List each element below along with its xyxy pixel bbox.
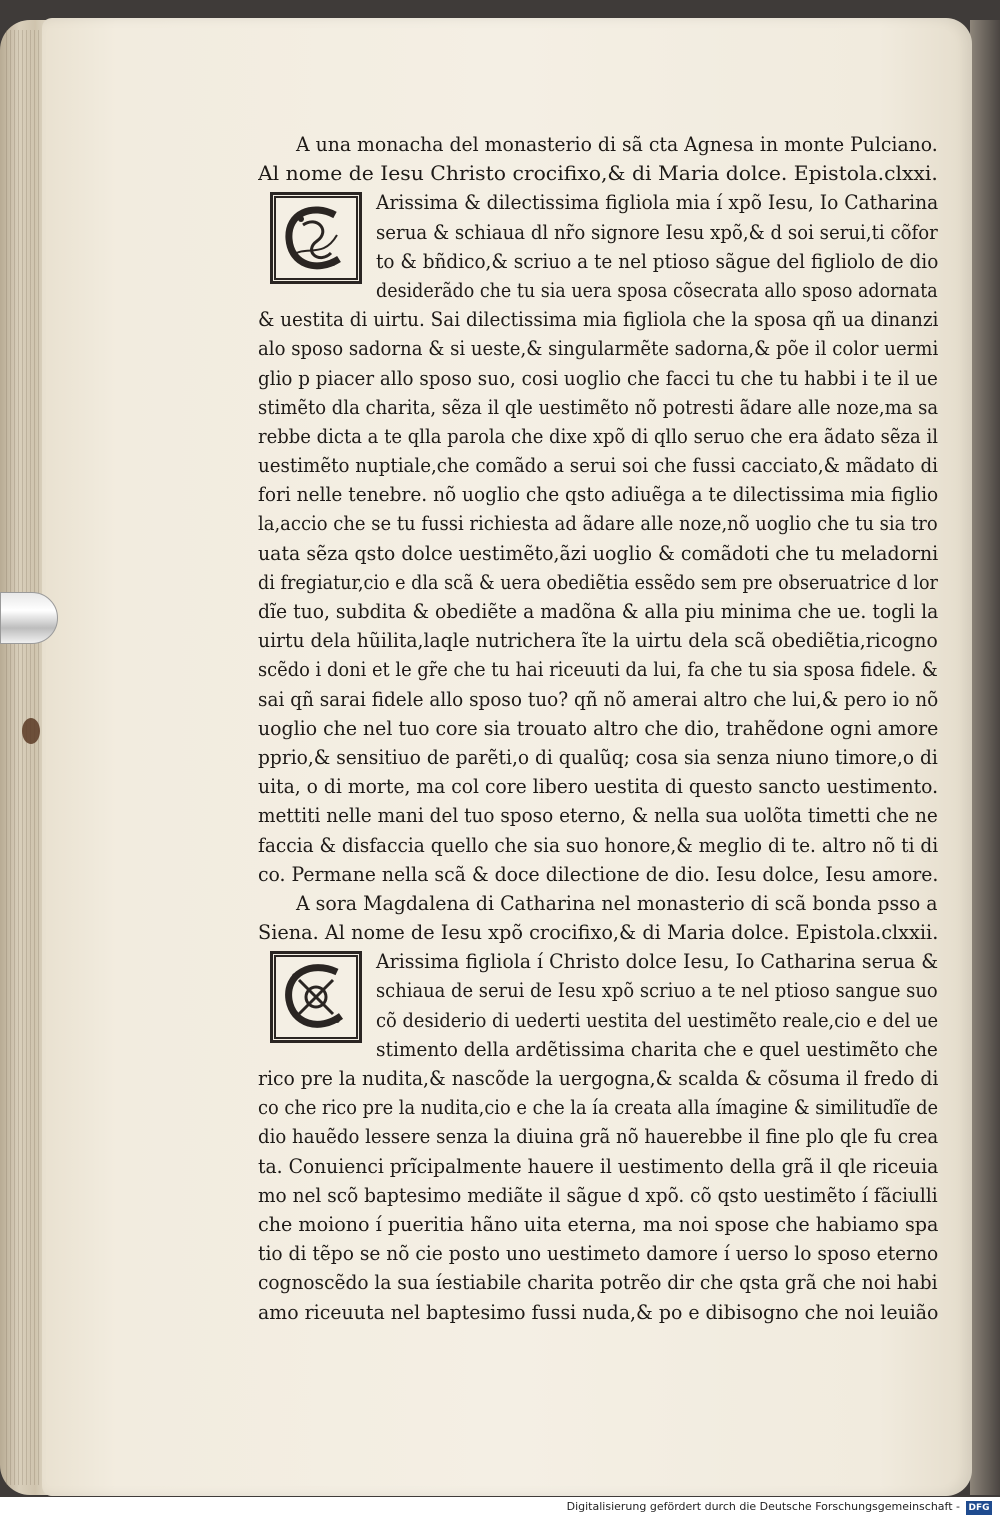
letter-text: [258, 130, 938, 1327]
letter-opening: [258, 188, 938, 305]
letter-body-line: uirtu dela hũilita,laqle nutrichera ĩte la uirtu dela scã obediẽtia,ricogno: [258, 628, 938, 653]
letter-body-line: rebbe dicta a te qlla parola che dixe xpõ di qllo seruo che era ãdato sẽza il: [258, 423, 938, 448]
letter-body-line: cõ desiderio di uederti uestita del uestimẽto reale,cio e del ue: [376, 1007, 938, 1032]
letter-body-line: scẽdo i doni et le gr̃e che tu hai riceuuti da lui, fa che tu sia sposa fidele. &: [258, 657, 938, 682]
letter-body-line: fori nelle tenebre. nõ uoglio che qsto adiuẽga a te dilectissima mia figlio: [258, 482, 938, 507]
letter-body-line: stimento della ardẽtissima charita che e quel uestimẽto che: [376, 1036, 938, 1061]
letter-body-line: uita, o di morte, ma col core libero uestita di questo sancto uestimento.: [258, 774, 938, 799]
letter-body-line: che moiono í pueritia hãno uita eterna, ma noi spose che habiamo spa: [258, 1211, 938, 1236]
letter-body-line: Arissima figliola í Christo dolce Iesu, Io Catharina serua &: [376, 949, 938, 974]
letter-body-line: & uestita di uirtu. Sai dilectissima mia figliola che la sposa qñ ua dinanzi: [258, 307, 938, 332]
letter-body-line: co che rico pre la nudita,cio e che la ía creata alla ímagine & similitudĩe de: [258, 1095, 938, 1120]
letter-body-line: Arissima & dilectissima figliola mia í xpõ Iesu, Io Catharina: [376, 190, 938, 215]
letter-body-line: ta. Conuienci prĩcipalmente hauere il uestimento della grã il qle riceuia: [258, 1153, 938, 1178]
letter-body-line: co. Permane nella scã & doce dilectione de dio. Iesu dolce, Iesu amore.: [258, 861, 938, 886]
letter-heading-line: Siena. Al nome de Iesu xpõ crocifixo,& di Maria dolce. Epistola.clxxii.: [258, 920, 938, 945]
letter-body-line: faccia & disfaccia quello che sia suo honore,& meglio di te. altro nõ ti di: [258, 832, 938, 857]
letter-body-line: alo sposo sadorna & si ueste,& singularmẽte sadorna,& põe il color uermi: [258, 336, 938, 361]
letter-body-line: amo riceuuta nel baptesimo fussi nuda,& po e dibisogno che noi leuião: [258, 1299, 938, 1324]
letter-body-line: desiderãdo che tu sia uera sposa cõsecrata allo sposo adornata: [376, 277, 938, 302]
letter-body-line: dĩe tuo, subdita & obediẽte a madõna & alla piu minima che ue. togli la: [258, 599, 938, 623]
letter-body-line: glio p piacer allo sposo suo, cosi uoglio che facci tu che tu habbi i te il ue: [258, 365, 938, 390]
decorated-initial-c: [270, 951, 362, 1043]
letter-heading-line: Al nome de Iesu Christo crocifixo,& di Maria dolce. Epistola.clxxi.: [258, 161, 938, 186]
letter-body-line: tio di tẽpo se nõ cie posto uno uestimeto damore í uerso lo sposo eterno: [258, 1241, 938, 1266]
letter-body-line: dio hauẽdo lessere senza la diuina grã nõ hauerebbe il fine plo qle fu crea: [258, 1124, 938, 1149]
letter-body-line: schiaua de serui de Iesu xpõ scriuo a te nel ptioso sangue suo: [376, 978, 938, 1003]
letter-opening: [258, 947, 938, 1064]
letter-body-line: rico pre la nudita,& nascõde la uergogna,& scalda & cõsuma il fredo di: [258, 1066, 938, 1090]
letter-body-line: uata sẽza qsto dolce uestimẽto,ãzi uoglio & comãdoti che tu meladorni: [258, 540, 938, 565]
letter-body-line: mo nel scõ baptesimo mediãte il sãgue d xpõ. cõ qsto uestimẽto í fãciulli: [258, 1182, 938, 1207]
letter-body-line: to & bñdico,& scriuo a te nel ptioso sãgue del figliolo de dio: [376, 248, 938, 273]
letter-body-line: di fregiatur,cio e dla scã & uera obediẽtia essẽdo sem pre obseruatrice d lor: [258, 569, 938, 594]
ink-stain: [22, 718, 40, 744]
letter-body-line: sai qñ sarai fidele allo sposo tuo? qñ nõ amerai altro che lui,& pero io nõ: [258, 686, 938, 711]
letter-body-line: uoglio che nel tuo core sia trouato altro che dio, trahẽdone ogni amore: [258, 715, 938, 740]
dfg-logo: DFG: [966, 1501, 992, 1515]
footer-credit: Digitalisierung gefördert durch die Deutsche Forschungsgemeinschaft -: [566, 1500, 960, 1513]
letter-body-line: stimẽto dla charita, sẽza il qle uestimẽto nõ potresti ãdare alle noze,ma sa: [258, 394, 938, 419]
decorated-initial-c: [270, 192, 362, 284]
letter-heading-line: A sora Magdalena di Catharina nel monasterio di scã bonda psso a: [296, 890, 938, 915]
letter-body-line: serua & schiaua dl nr̃o signore Iesu xpõ,& d soi serui,ti cõfor: [376, 219, 938, 244]
letter-body-line: pprio,& sensitiuo de parẽti,o di qualũq; cosa sia senza niuno timore,o di: [258, 744, 938, 769]
letter-body-line: uestimẽto nuptiale,che comãdo a serui soi che fussi cacciato,& mãdato di: [258, 453, 938, 478]
letter-body-line: mettiti nelle mani del tuo sposo eterno, & nella sua uolõta timetti che ne: [258, 803, 938, 828]
letter-body-line: la,accio che se tu fussi richiesta ad ãdare alle noze,nõ uoglio che tu sia tro: [258, 511, 938, 536]
letter-heading-line: A una monacha del monasterio di sã cta Agnesa in monte Pulciano.: [296, 132, 938, 156]
page-clip: [0, 592, 58, 644]
letter-body-line: cognoscẽdo la sua íestiabile charita potrẽo dir che qsta grã che noi habi: [258, 1270, 938, 1295]
book-shadow: [970, 20, 1000, 1495]
